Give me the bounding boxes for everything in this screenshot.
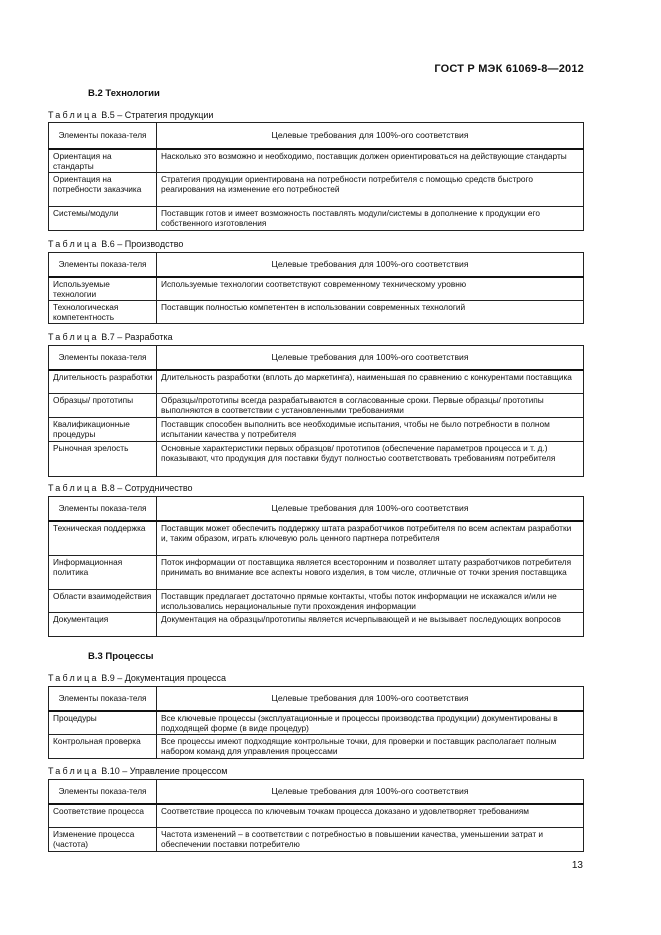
caption-title: В.6 – Производство bbox=[98, 239, 184, 249]
table-b9-caption bbox=[48, 673, 226, 683]
header-row bbox=[49, 123, 584, 149]
requirement-cell: Соответствие процесса по ключевым точкам процесса доказано и удовлетворяет требованиям bbox=[157, 804, 584, 828]
header-elements: Элементы показа-теля bbox=[49, 497, 157, 521]
element-cell: Информационная политика bbox=[49, 556, 157, 590]
requirement-cell: Поставщик полностью компетентен в использовании современных технологий bbox=[157, 300, 584, 323]
requirement-cell: Образцы/прототипы всегда разрабатываются в согласованные сроки. Первые образцы/ прототипы выполняются в соответствии с установленными требованиями bbox=[157, 394, 584, 418]
page-number: 13 bbox=[571, 860, 583, 871]
table-row bbox=[49, 370, 584, 394]
table-b10 bbox=[48, 779, 584, 852]
table-row bbox=[49, 277, 584, 301]
requirement-cell: Стратегия продукции ориентирована на потребности потребителя с помощью средств быстрого реагирования на изменение его потребностей bbox=[157, 173, 584, 207]
element-cell: Системы/модули bbox=[49, 207, 157, 231]
requirement-cell: Частота изменений – в соответствии с потребностью в повышении качества, уменьшении затрат и обеспечении поставки потребителю bbox=[157, 828, 584, 852]
element-cell: Соответствие процесса bbox=[49, 804, 157, 828]
table-b8-caption bbox=[48, 483, 193, 493]
requirement-cell: Используемые технологии соответствуют современному техническому уровню bbox=[157, 277, 584, 301]
header-row bbox=[49, 497, 584, 521]
table-row bbox=[49, 207, 584, 231]
caption-title: В.5 – Стратегия продукции bbox=[98, 110, 214, 120]
caption-title: В.10 – Управление процессом bbox=[98, 766, 228, 776]
requirement-cell: Все процессы имеют подходящие контрольные точки, для проверки и поставщик располагает полным набором команд для управления процессами bbox=[157, 735, 584, 759]
element-cell: Изменение процесса (частота) bbox=[49, 828, 157, 852]
header-row bbox=[49, 780, 584, 804]
table-b7-caption bbox=[48, 332, 173, 342]
table-row bbox=[49, 149, 584, 173]
section-heading-b2: В.2 Технологии bbox=[88, 88, 160, 99]
element-cell: Длительность разработки bbox=[49, 370, 157, 394]
table-word: Таблица bbox=[48, 110, 99, 120]
table-word: Таблица bbox=[48, 766, 99, 776]
table-b6-caption bbox=[48, 239, 183, 249]
table-row bbox=[49, 442, 584, 477]
element-cell: Контрольная проверка bbox=[49, 735, 157, 759]
element-cell: Процедуры bbox=[49, 711, 157, 735]
table-word: Таблица bbox=[48, 673, 99, 683]
table-row bbox=[49, 828, 584, 852]
table-row bbox=[49, 394, 584, 418]
requirement-cell: Основные характеристики первых образцов/ прототипов (обеспечение параметров процесса и т. д.) показывают, что продукция для поставки будут полностью соответствовать требованиям потребителя bbox=[157, 442, 584, 477]
header-elements: Элементы показа-теля bbox=[49, 253, 157, 277]
table-row bbox=[49, 173, 584, 207]
table-b10-caption bbox=[48, 766, 228, 776]
table-b9 bbox=[48, 686, 584, 759]
requirement-cell: Документация на образцы/прототипы является исчерпывающей и не вызывает последующих вопросов bbox=[157, 613, 584, 637]
requirement-cell: Все ключевые процессы (эксплуатационные и процессы производства продукции) документированы в подходящей форме (в виде процедур) bbox=[157, 711, 584, 735]
header-requirements: Целевые требования для 100%-ого соответствия bbox=[157, 497, 584, 521]
element-cell: Рыночная зрелость bbox=[49, 442, 157, 477]
requirement-cell: Поставщик способен выполнить все необходимые испытания, чтобы не было потребности в полном испытании качества у потребителя bbox=[157, 418, 584, 442]
table-word: Таблица bbox=[48, 483, 99, 493]
header-requirements: Целевые требования для 100%-ого соответствия bbox=[157, 687, 584, 711]
requirement-cell: Поток информации от поставщика является всесторонним и позволяет штату разработчиков потребителя принимать во внимание все аспекты нового изделия, в том числе, отличные от точки зрения поставщика bbox=[157, 556, 584, 590]
table-word: Таблица bbox=[48, 239, 99, 249]
element-cell: Области взаимодействия bbox=[49, 590, 157, 613]
header-elements: Элементы показа-теля bbox=[49, 780, 157, 804]
table-row bbox=[49, 735, 584, 759]
table-row bbox=[49, 711, 584, 735]
element-cell: Используемые технологии bbox=[49, 277, 157, 301]
requirement-cell: Длительность разработки (вплоть до маркетинга), наименьшая по сравнению с конкурентами поставщика bbox=[157, 370, 584, 394]
element-cell: Образцы/ прототипы bbox=[49, 394, 157, 418]
caption-title: В.8 – Сотрудничество bbox=[98, 483, 193, 493]
caption-title: В.9 – Документация процесса bbox=[98, 673, 227, 683]
requirement-cell: Насколько это возможно и необходимо, поставщик должен ориентироваться на действующие стандарты bbox=[157, 149, 584, 173]
header-elements: Элементы показа-теля bbox=[49, 687, 157, 711]
requirement-cell: Поставщик предлагает достаточно прямые контакты, чтобы поток информации не искажался и/или не использовались нерациональные пути прохождения информации bbox=[157, 590, 584, 613]
table-b5-caption bbox=[48, 110, 213, 120]
header-requirements: Целевые требования для 100%-ого соответствия bbox=[157, 123, 584, 149]
element-cell: Ориентация на стандарты bbox=[49, 149, 157, 173]
header-elements: Элементы показа-теля bbox=[49, 123, 157, 149]
header-requirements: Целевые требования для 100%-ого соответствия bbox=[157, 780, 584, 804]
document-code: ГОСТ Р МЭК 61069-8—2012 bbox=[434, 63, 584, 75]
caption-title: В.7 – Разработка bbox=[98, 332, 173, 342]
table-b6 bbox=[48, 252, 584, 324]
table-b8 bbox=[48, 496, 584, 637]
table-row bbox=[49, 804, 584, 828]
element-cell: Документация bbox=[49, 613, 157, 637]
table-row bbox=[49, 590, 584, 613]
header-row bbox=[49, 687, 584, 711]
element-cell: Техническая поддержка bbox=[49, 521, 157, 556]
header-requirements: Целевые требования для 100%-ого соответствия bbox=[157, 253, 584, 277]
table-b7 bbox=[48, 345, 584, 477]
header-requirements: Целевые требования для 100%-ого соответствия bbox=[157, 346, 584, 370]
table-word: Таблица bbox=[48, 332, 99, 342]
table-row bbox=[49, 556, 584, 590]
element-cell: Квалификационные процедуры bbox=[49, 418, 157, 442]
header-row bbox=[49, 253, 584, 277]
table-b5 bbox=[48, 122, 584, 231]
table-row bbox=[49, 418, 584, 442]
header-row bbox=[49, 346, 584, 370]
element-cell: Ориентация на потребности заказчика bbox=[49, 173, 157, 207]
table-row bbox=[49, 521, 584, 556]
requirement-cell: Поставщик готов и имеет возможность поставлять модули/системы в дополнение к продукции его собственного изготовления bbox=[157, 207, 584, 231]
header-elements: Элементы показа-теля bbox=[49, 346, 157, 370]
table-row bbox=[49, 300, 584, 323]
element-cell: Технологическая компетентность bbox=[49, 300, 157, 323]
table-row bbox=[49, 613, 584, 637]
section-heading-b3: В.3 Процессы bbox=[88, 651, 154, 662]
requirement-cell: Поставщик может обеспечить поддержку штата разработчиков потребителя по всем аспектам разработки и, таким образом, играть ключевую роль ценного партнера потребителя bbox=[157, 521, 584, 556]
